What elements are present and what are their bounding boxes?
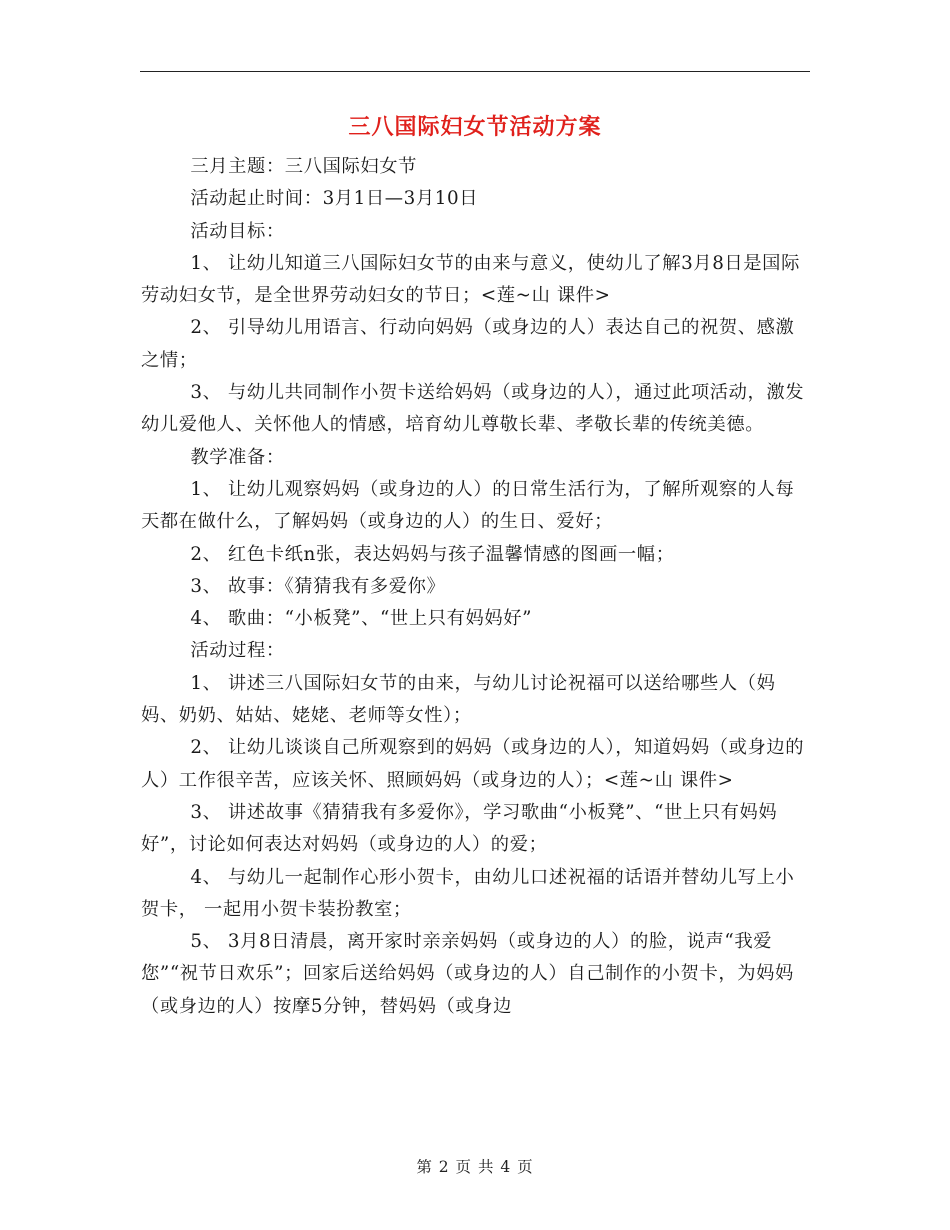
goal-item-1: 1、 让幼儿知道三八国际妇女节的由来与意义，使幼儿了解3月8日是国际劳动妇女节，是全世界劳动妇女的节日；<莲~山 课件> [141, 252, 800, 307]
process-item-4: 4、 与幼儿一起制作心形小贺卡，由幼儿口述祝福的话语并替幼儿写上小贺卡， 一起用小贺卡装扮教室； [141, 866, 795, 920]
prep-item-4: 4、 歌曲：“小板凳”、“世上只有妈妈好” [190, 608, 533, 630]
goal-item-3: 3、 与幼儿共同制作小贺卡送给妈妈（或身边的人），通过此项活动，激发幼儿爱他人、关怀他人的情感，培育幼儿尊敬长辈、孝敬长辈的传统美德。 [141, 382, 805, 436]
document-title: 三八国际妇女节活动方案 [348, 114, 602, 140]
paragraph-period: 活动起止时间：3月1日—3月10日 [190, 188, 479, 210]
heading-preparation: 教学准备： [190, 446, 285, 468]
paragraph-theme: 三月主题：三八国际妇女节 [190, 156, 417, 177]
process-item-2: 2、 让幼儿谈谈自己所观察到的妈妈（或身边的人），知道妈妈（或身边的人）工作很辛苦，应该关怀、照顾妈妈（或身边的人）；<莲~山 课件> [141, 737, 805, 791]
document-body [141, 151, 809, 1023]
heading-goals: 活动目标： [190, 220, 285, 242]
process-item-5: 5、 3月8日清晨，离开家时亲亲妈妈（或身边的人）的脸，说声“我爱您”“祝节日欢乐”；回家后送给妈妈（或身边的人）自己制作的小贺卡，为妈妈（或身边的人）按摩5分钟，替妈妈（或身边 [141, 931, 794, 1017]
process-item-1: 1、 讲述三八国际妇女节的由来，与幼儿讨论祝福可以送给哪些人（妈妈、奶奶、姑姑、姥姥、老师等女性）； [141, 672, 776, 727]
prep-item-1: 1、 让幼儿观察妈妈（或身边的人）的日常生活行为，了解所观察的人每天都在做什么，了解妈妈（或身边的人）的生日、爱好； [141, 478, 795, 533]
header-rule [140, 71, 810, 72]
prep-item-3: 3、 故事：《猜猜我有多爱你》 [190, 575, 446, 597]
process-item-3: 3、 讲述故事《猜猜我有多爱你》，学习歌曲“小板凳”、“世上只有妈妈好”，讨论如何表达对妈妈（或身边的人）的爱； [141, 801, 778, 856]
heading-process: 活动过程： [190, 640, 285, 662]
page-footer: 第 2 页 共 4 页 [416, 1158, 534, 1176]
prep-item-2: 2、 红色卡纸n张，表达妈妈与孩子温馨情感的图画一幅； [190, 543, 675, 565]
goal-item-2: 2、 引导幼儿用语言、行动向妈妈（或身边的人）表达自己的祝贺、感激之情； [141, 317, 795, 371]
